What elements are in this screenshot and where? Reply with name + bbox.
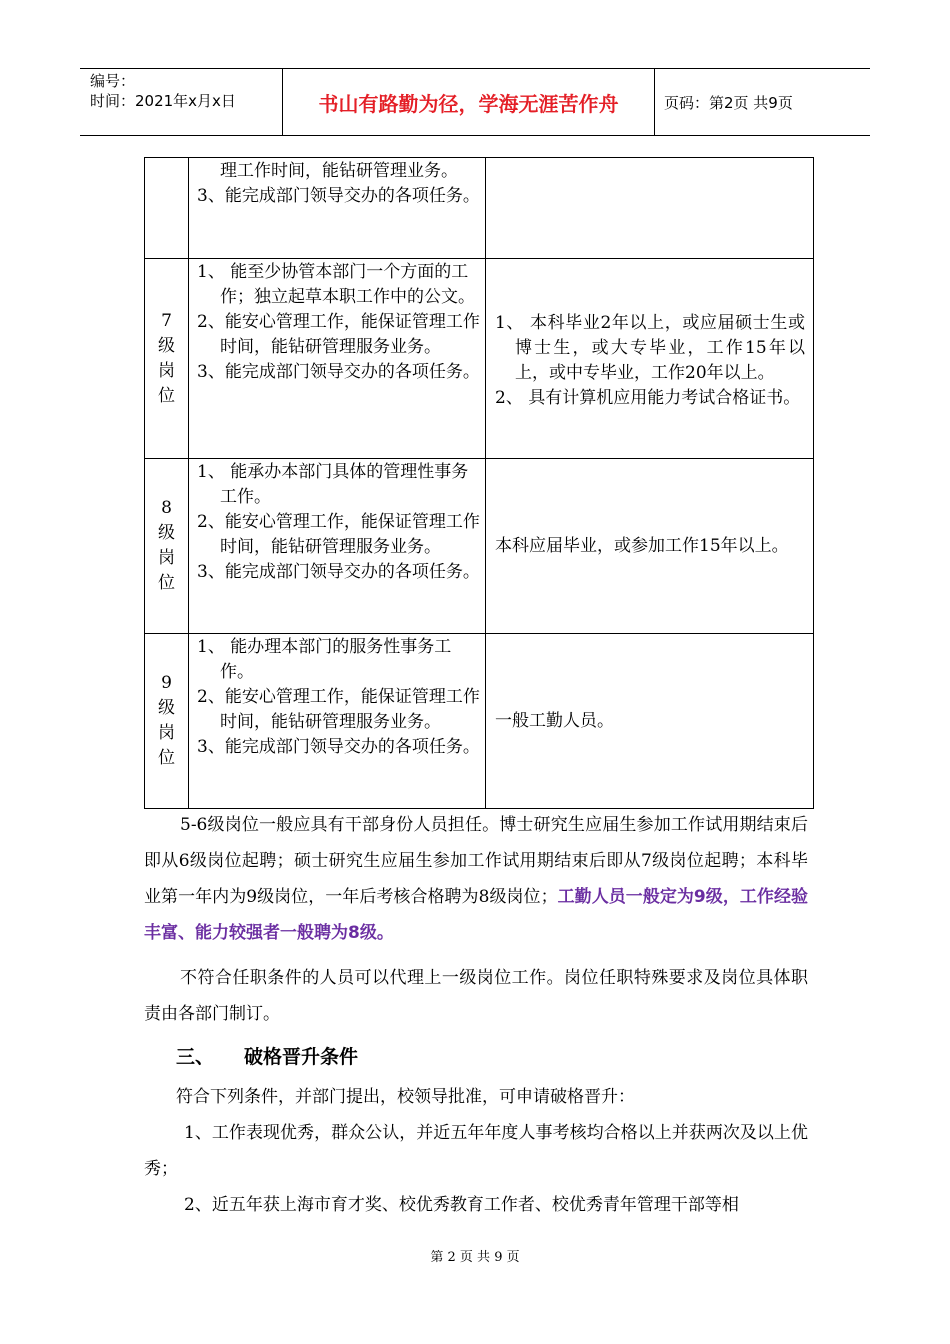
duty-item: 理工作时间，能钻研管理业务。 <box>220 161 458 181</box>
section-number: 三、 <box>176 1046 215 1068</box>
level-char: 位 <box>158 748 175 768</box>
table-row <box>145 259 814 459</box>
duty-item: 3、能完成部门领导交办的各项任务。 <box>197 737 480 757</box>
number-label: 编号： <box>90 72 136 90</box>
page-header <box>80 68 870 136</box>
level-cell <box>145 459 189 634</box>
level-char: 级 <box>158 335 175 356</box>
duty-cell <box>189 634 486 809</box>
level-char: 位 <box>158 573 175 593</box>
duty-item: 1、 能承办本部门具体的管理性事务工作。 <box>197 462 469 507</box>
requirement-cell <box>486 158 814 259</box>
duty-cell <box>189 259 486 459</box>
duty-item: 3、能完成部门领导交办的各项任务。 <box>197 362 480 382</box>
paragraph: 符合下列条件，并部门提出，校领导批准，可申请破格晋升： <box>176 1087 635 1107</box>
requirement-item: 1、 本科毕业2年以上，或应届硕士生或博士生，或大专毕业，工作15年以上，或中专毕业，工作20年以上。 <box>495 313 805 383</box>
level-char: 7 <box>161 310 172 331</box>
paragraph <box>144 807 808 951</box>
date-line: 时间：2021年x月x日 <box>90 92 236 110</box>
body-paragraphs-2 <box>144 1079 808 1223</box>
requirement-item: 一般工勤人员。 <box>495 710 614 731</box>
level-char: 8 <box>161 498 172 518</box>
level-cell <box>145 259 189 459</box>
level-cell <box>145 634 189 809</box>
duty-cell <box>189 158 486 259</box>
duty-cell <box>189 459 486 634</box>
section-heading <box>176 1042 358 1069</box>
requirement-cell <box>486 259 814 459</box>
duty-item: 3、能完成部门领导交办的各项任务。 <box>197 186 480 206</box>
duty-item: 1、 能至少协管本部门一个方面的工作；独立起草本职工作中的公文。 <box>197 262 475 307</box>
body-paragraphs <box>144 807 808 1032</box>
duty-item: 3、能完成部门领导交办的各项任务。 <box>197 562 480 582</box>
duty-item: 2、能安心管理工作，能保证管理工作时间，能钻研管理服务业务。 <box>197 512 480 557</box>
requirement-cell <box>486 459 814 634</box>
header-left <box>80 69 283 135</box>
paragraph: 1、工作表现优秀，群众公认，并近五年年度人事考核均合格以上并获两次及以上优秀； <box>144 1123 808 1179</box>
requirement-item: 2、 具有计算机应用能力考试合格证书。 <box>495 388 801 408</box>
page-footer: 第 2 页 共 9 页 <box>430 1250 520 1265</box>
paragraph: 2、近五年获上海市育才奖、校优秀教育工作者、校优秀青年管理干部等相 <box>184 1195 739 1215</box>
level-char: 位 <box>158 385 175 406</box>
highlight-text: 工勤人员一般定为9级，工作经验丰富、能力较强者一般聘为8级。 <box>144 887 808 943</box>
table-row <box>145 459 814 634</box>
table-row <box>145 634 814 809</box>
table-row <box>145 158 814 259</box>
duty-item: 1、 能办理本部门的服务性事务工作。 <box>197 637 452 682</box>
position-table <box>144 157 814 809</box>
level-char: 级 <box>158 523 175 543</box>
header-motto: 书山有路勤为径，学海无涯苦作舟 <box>283 69 655 135</box>
level-char: 9 <box>161 673 172 693</box>
paragraph: 不符合任职条件的人员可以代理上一级岗位工作。岗位任职特殊要求及岗位具体职责由各部门制订。 <box>144 968 808 1024</box>
paragraph-text: 5-6级岗位一般应具有干部身份人员担任。博士研究生应届生参加工作试用期结束后即从6级岗位起聘；硕士研究生应届生参加工作试用期结束后即从7级岗位起聘；本科毕业第一年内为9级岗位，一年后考核合格聘为8级岗位； <box>144 815 808 907</box>
level-char: 级 <box>158 698 175 718</box>
level-char: 岗 <box>158 548 175 568</box>
header-page-info: 页码：第2页 共9页 <box>664 93 793 112</box>
level-char: 岗 <box>158 360 175 381</box>
duty-item: 2、能安心管理工作，能保证管理工作时间，能钻研管理服务业务。 <box>197 687 480 732</box>
level-cell <box>145 158 189 259</box>
requirement-item: 本科应届毕业，或参加工作15年以上。 <box>495 535 789 556</box>
section-title: 破格晋升条件 <box>244 1046 359 1068</box>
level-char: 岗 <box>158 723 175 743</box>
duty-item: 2、能安心管理工作，能保证管理工作时间，能钻研管理服务业务。 <box>197 312 480 357</box>
requirement-cell <box>486 634 814 809</box>
